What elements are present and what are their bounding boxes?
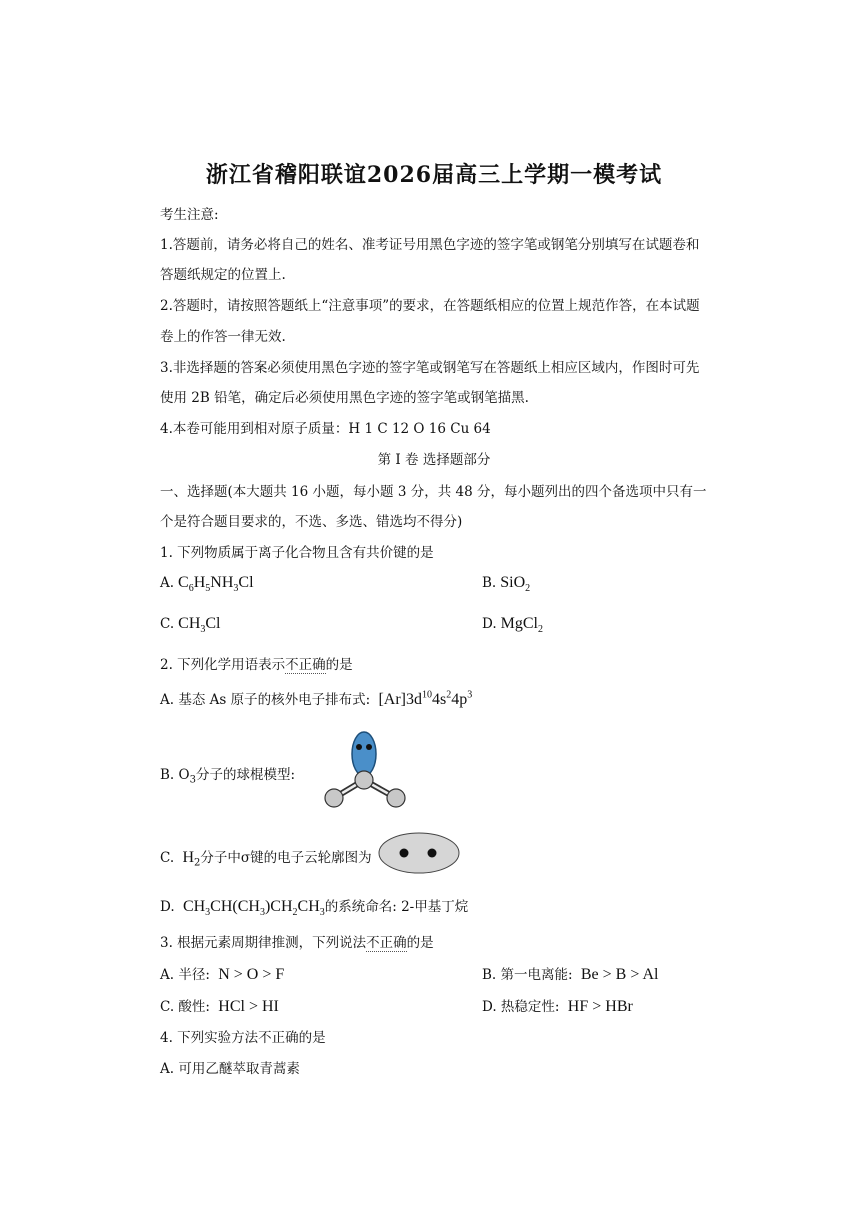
notice-1a: 1.答题前，请务必将自己的姓名、准考证号用黑色字迹的签字笔或钢笔分别填写在试题卷和 xyxy=(160,237,700,253)
q4-option-a: A. 可用乙醚萃取青蒿素 xyxy=(160,1061,300,1077)
q1-option-d: D. MgCl$_2$ xyxy=(482,615,543,636)
q3-option-b: B. 第一电离能: Be > B > Al xyxy=(482,966,659,983)
notice-3a: 3.非选择题的答案必须使用黑色字迹的签字笔或钢笔写在答题纸上相应区域内，作图时可先 xyxy=(160,360,700,376)
q1-option-a: A. $C_6H_5NH_3Cl$ xyxy=(160,574,254,595)
part1-instructions-b: 个是符合题目要求的，不选、多选、错选均不得分) xyxy=(160,514,463,530)
q2-option-a: A. 基态 As 原子的核外电子排布式: $[Ar]3d^{10}4s^24p^3$ xyxy=(160,689,473,708)
notice-heading: 考生注意: xyxy=(160,207,219,223)
notice-2a: 2.答题时，请按照答题纸上“注意事项”的要求，在答题纸相应的位置上规范作答，在本试题 xyxy=(160,298,700,314)
q4-stem: 4. 下列实验方法不正确的是 xyxy=(160,1030,326,1046)
q1-option-c: C. $CH_3Cl$ xyxy=(160,615,221,636)
section-heading: 第 I 卷 选择题部分 xyxy=(377,452,491,468)
notice-4: 4.本卷可能用到相对原子质量：H 1 C 12 O 16 Cu 64 xyxy=(160,421,491,437)
q3-option-a: A. 半径: N > O > F xyxy=(160,966,285,983)
notice-3b: 使用 2B 铅笔，确定后必须使用黑色字迹的签字笔或钢笔描黑. xyxy=(160,390,529,406)
q3-stem: 3. 根据元素周期律推测，下列说法不正确的是 xyxy=(160,935,434,951)
sigma-bond-electron-cloud xyxy=(376,830,462,876)
notice-2b: 卷上的作答一律无效. xyxy=(160,329,286,345)
q1-stem: 1. 下列物质属于离子化合物且含有共价键的是 xyxy=(160,545,434,561)
page-title: 浙江省稽阳联谊2026届高三上学期一模考试 xyxy=(205,162,663,188)
q3-option-d: D. 热稳定性: HF > HBr xyxy=(482,998,633,1015)
q2-option-d: D. $CH_3CH(CH_3)CH_2CH_3$的系统命名: 2-甲基丁烷 xyxy=(160,898,469,919)
q2-option-b: B. $O_3$分子的球棍模型: xyxy=(160,767,296,786)
q3-option-c: C. 酸性: HCl > HI xyxy=(160,998,279,1015)
q2-stem: 2. 下列化学用语表示不正确的是 xyxy=(160,657,353,673)
q1-option-b: B. SiO$_2$ xyxy=(482,574,531,595)
ozone-ball-stick-model xyxy=(316,728,416,812)
part1-instructions-a: 一、选择题(本大题共 16 小题，每小题 3 分，共 48 分，每小题列出的四个备选项中只有一 xyxy=(160,484,707,500)
q2-option-c: C. $H_2$分子中σ键的电子云轮廓图为 xyxy=(160,849,372,869)
notice-1b: 答题纸规定的位置上. xyxy=(160,267,286,283)
